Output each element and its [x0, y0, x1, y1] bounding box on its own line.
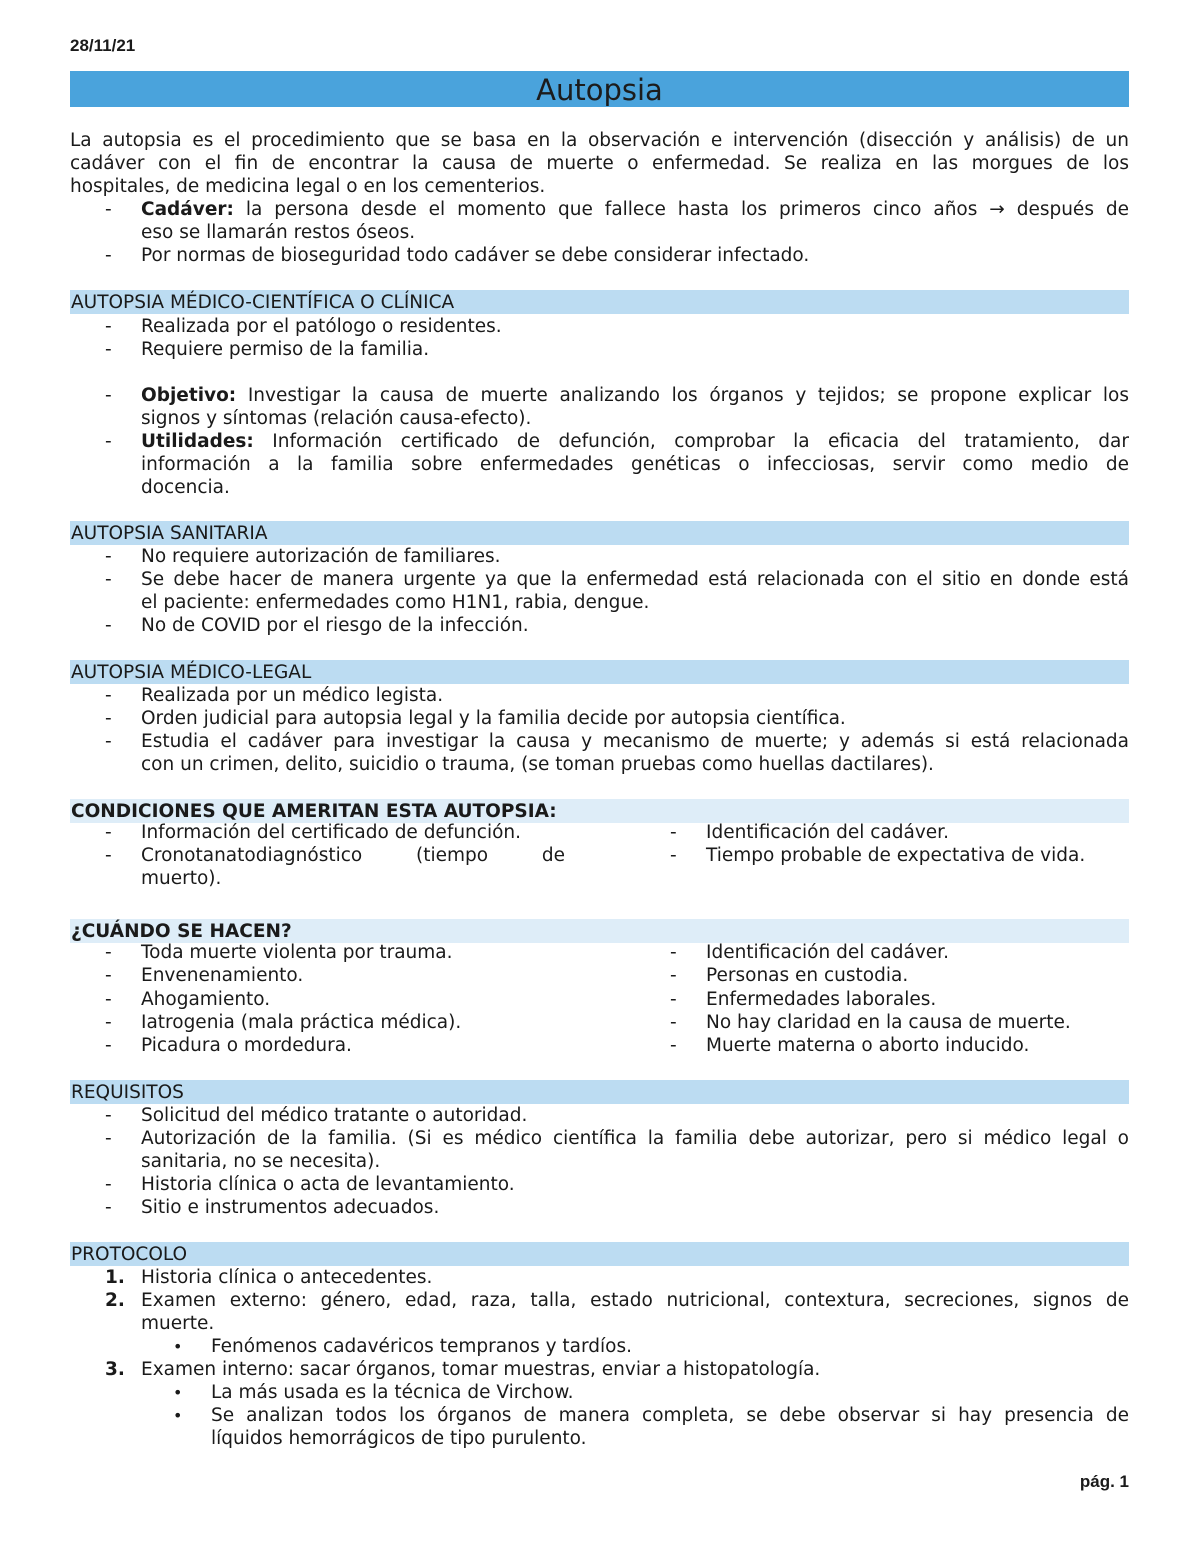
section-heading-cuando: ¿CUÁNDO SE HACEN? [70, 919, 1129, 943]
list-item-cont [70, 753, 1129, 776]
intro-line-1: La autopsia es el procedimiento que se basa en la observación e intervención (disección y análisis) de un [70, 130, 1129, 151]
sub-bullet-item-cont [70, 1427, 1129, 1450]
section-heading-legal: AUTOPSIA MÉDICO-LEGAL [70, 660, 1129, 684]
dash-marker: - [670, 845, 677, 866]
dash-marker: - [105, 708, 112, 729]
bullet-icon: • [173, 1406, 183, 1425]
list-item [70, 844, 1129, 867]
list-item [70, 1173, 1129, 1196]
list-item [70, 1127, 1129, 1150]
objetivo-text: Objetivo: Investigar la causa de muerte analizando los órganos y tejidos; se propone explicar los [141, 385, 1129, 406]
dash-marker: - [670, 942, 677, 963]
list-item-text: Identificación del cadáver. [706, 822, 949, 843]
list-item-text: Se debe hacer de manera urgente ya que la enfermedad está relacionada con el sitio en donde está [141, 569, 1129, 590]
dash-marker: - [105, 569, 112, 590]
sub-bullet-item [70, 1335, 1129, 1358]
list-item-text: líquidos hemorrágicos de tipo purulento. [211, 1428, 587, 1449]
list-item-text: Identificación del cadáver. [706, 942, 949, 963]
dash-marker: - [105, 1012, 112, 1033]
objetivo-item [70, 384, 1129, 407]
list-item-text: Requiere permiso de la familia. [141, 339, 430, 360]
list-item-text: sanitaria, no se necesita). [141, 1151, 381, 1172]
dash-marker: - [105, 685, 112, 706]
list-item-text: Examen externo: género, edad, raza, talla, estado nutricional, contextura, secreciones, signos de [141, 1290, 1129, 1311]
section-heading-condiciones: CONDICIONES QUE AMERITAN ESTA AUTOPSIA: [70, 799, 1129, 823]
dash-marker: - [670, 822, 677, 843]
list-item-text: No hay claridad en la causa de muerte. [706, 1012, 1071, 1033]
list-item-text: No de COVID por el riesgo de la infección. [141, 615, 529, 636]
list-row [70, 988, 1129, 1011]
list-item-text: Examen interno: sacar órganos, tomar muestras, enviar a histopatología. [141, 1359, 821, 1380]
list-item-text: Envenenamiento. [141, 965, 304, 986]
utilidades-text: Utilidades: Información certificado de defunción, comprobar la eficacia del tratamiento, dar [141, 431, 1129, 452]
list-item-text: Sitio e instrumentos adecuados. [141, 1197, 440, 1218]
list-item-text: con un crimen, delito, suicidio o trauma, (se toman pruebas como huellas dactilares). [141, 754, 934, 775]
utilidades-item [70, 430, 1129, 453]
list-item-text: Toda muerte violenta por trauma. [141, 942, 453, 963]
cadaver-def: la persona desde el momento que fallece hasta los primeros cinco años → después de [233, 199, 1129, 220]
numbered-item [70, 1358, 1129, 1381]
cadaver-label: Cadáver: [141, 199, 234, 220]
list-row [70, 1011, 1129, 1034]
list-item-text: Realizada por el patólogo o residentes. [141, 316, 502, 337]
list-item-cont [70, 591, 1129, 614]
list-item [70, 684, 1129, 707]
list-item-text: Historia clínica o acta de levantamiento. [141, 1174, 515, 1195]
list-item-text: Historia clínica o antecedentes. [141, 1267, 433, 1288]
dash-marker: - [670, 1035, 677, 1056]
sub-bullet-item [70, 1404, 1129, 1427]
dash-marker: - [105, 1128, 112, 1149]
dash-marker: - [105, 965, 112, 986]
list-item-cont [70, 1150, 1129, 1173]
utilidades-label: Utilidades: [141, 431, 254, 452]
list-item [70, 821, 1129, 844]
list-item [70, 730, 1129, 753]
numbered-item [70, 1266, 1129, 1289]
dash-marker: - [105, 1035, 112, 1056]
list-item-text: Solicitud del médico tratante o autoridad. [141, 1105, 528, 1126]
dash-marker: - [105, 942, 112, 963]
dash-marker: - [105, 316, 112, 337]
list-item [70, 614, 1129, 637]
cadaver-def-cont: eso se llamarán restos óseos. [141, 222, 416, 243]
item-number: 3. [105, 1359, 125, 1380]
list-item [70, 1104, 1129, 1127]
dash-marker: - [105, 731, 112, 752]
section-heading-requisitos: REQUISITOS [70, 1080, 1129, 1104]
dash-marker: - [105, 385, 112, 406]
list-item-text: No requiere autorización de familiares. [141, 546, 501, 567]
dash-marker: - [105, 845, 112, 866]
list-item-text: Tiempo probable de expectativa de vida. [706, 845, 1086, 866]
dash-marker: - [105, 1105, 112, 1126]
list-item-text: Cronotanatodiagnóstico (tiempo de [141, 845, 565, 866]
list-item-text: muerto). [141, 868, 222, 889]
list-item-text: el paciente: enfermedades como H1N1, rabia, dengue. [141, 592, 650, 613]
dash-marker: - [670, 1012, 677, 1033]
list-item-text: Orden judicial para autopsia legal y la familia decide por autopsia científica. [141, 708, 846, 729]
item-number: 2. [105, 1290, 125, 1311]
list-item-cont [70, 867, 1129, 890]
list-item-text: muerte. [141, 1313, 215, 1334]
list-item [70, 1196, 1129, 1219]
dash-marker: - [105, 615, 112, 636]
list-item-text: Autorización de la familia. (Si es médico científica la familia debe autorizar, pero si médico legal o [141, 1128, 1129, 1149]
dash-marker: - [105, 199, 112, 220]
title-bar [70, 71, 1129, 107]
bullet-icon: • [173, 1337, 183, 1356]
intro-bullet-cadaver [70, 198, 1129, 221]
list-item-text: Enfermedades laborales. [706, 989, 937, 1010]
list-item-text: Picadura o mordedura. [141, 1035, 352, 1056]
bullet-icon: • [173, 1383, 183, 1402]
list-item [70, 315, 1129, 338]
utilidades-item-cont [70, 453, 1129, 476]
dash-marker: - [105, 1197, 112, 1218]
document-title: Autopsia [536, 73, 663, 107]
dash-marker: - [105, 546, 112, 567]
list-item-text: Iatrogenia (mala práctica médica). [141, 1012, 462, 1033]
page-number: pág. 1 [1079, 1472, 1129, 1491]
bioseguridad-text: Por normas de bioseguridad todo cadáver se debe considerar infectado. [141, 245, 810, 266]
dash-marker: - [105, 822, 112, 843]
list-row [70, 1034, 1129, 1057]
intro-bullet-cadaver-cont [70, 221, 1129, 244]
intro-line-2: cadáver con el fin de encontrar la causa de muerte o enfermedad. Se realiza en las morgues de los [70, 153, 1129, 174]
list-item [70, 338, 1129, 361]
list-item-text: Realizada por un médico legista. [141, 685, 444, 706]
list-item-text: Muerte materna o aborto inducido. [706, 1035, 1030, 1056]
dash-marker: - [670, 965, 677, 986]
intro-bullet-bioseguridad [70, 244, 1129, 267]
list-row [70, 941, 1129, 964]
list-item-text: Estudia el cadáver para investigar la causa y mecanismo de muerte; y además si está relacionada [141, 731, 1129, 752]
cadaver-text [141, 198, 1129, 221]
objetivo-label: Objetivo: [141, 385, 237, 406]
list-item [70, 707, 1129, 730]
list-item-text: Ahogamiento. [141, 989, 271, 1010]
dash-marker: - [105, 245, 112, 266]
sub-bullet-item [70, 1381, 1129, 1404]
utilidades-text-cont: información a la familia sobre enfermedades genéticas o infecciosas, servir como medio de [141, 454, 1129, 475]
item-number: 1. [105, 1267, 125, 1288]
dash-marker: - [670, 989, 677, 1010]
list-row [70, 964, 1129, 987]
section-heading-clinica: AUTOPSIA MÉDICO-CIENTÍFICA O CLÍNICA [70, 290, 1129, 314]
document-date: 28/11/21 [70, 36, 136, 55]
dash-marker: - [105, 1174, 112, 1195]
dash-marker: - [105, 431, 112, 452]
numbered-item-cont [70, 1312, 1129, 1335]
objetivo-item-cont [70, 407, 1129, 430]
utilidades-text-cont: docencia. [141, 477, 230, 498]
list-item [70, 568, 1129, 591]
numbered-item [70, 1289, 1129, 1312]
dash-marker: - [105, 339, 112, 360]
list-item-text: Personas en custodia. [706, 965, 909, 986]
section-heading-sanitaria: AUTOPSIA SANITARIA [70, 521, 1129, 545]
list-item-text: La más usada es la técnica de Virchow. [211, 1382, 574, 1403]
list-item-text: Información del certificado de defunción. [141, 822, 522, 843]
objetivo-text-cont: signos y síntomas (relación causa-efecto). [141, 408, 532, 429]
list-item [70, 545, 1129, 568]
list-item-text: Fenómenos cadavéricos tempranos y tardíos. [211, 1336, 633, 1357]
list-item-text: Se analizan todos los órganos de manera completa, se debe observar si hay presencia de [211, 1405, 1129, 1426]
section-heading-protocolo: PROTOCOLO [70, 1242, 1129, 1266]
intro-line-3: hospitales, de medicina legal o en los cementerios. [70, 176, 546, 197]
dash-marker: - [105, 989, 112, 1010]
utilidades-item-cont [70, 476, 1129, 499]
